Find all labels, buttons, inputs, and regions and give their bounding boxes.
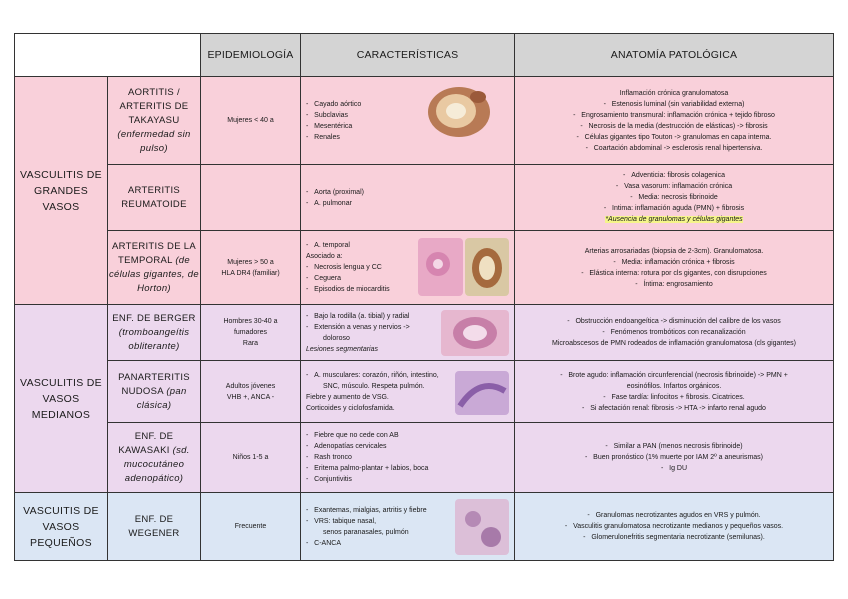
disease-wegener: ENF. DE WEGENER (108, 493, 201, 561)
row-reumatoide (15, 165, 834, 231)
caract-kawasaki: - Fiebre que no cede con AB - Adenopatías cervicales - Rash tronco - Eritema palmo-plantar + labios, boca - Conjuntivitis (301, 423, 515, 493)
caract-panarteritis: - A. musculares: corazón, riñón, intestino, SNC, músculo. Respeta pulmón. Fiebre y aumento de VSG. Corticoides y ciclofosfamida. (301, 361, 515, 423)
caract-berger: - Bajo la rodilla (a. tibial) y radial - Extensión a venas y nervios -> doloroso Lesiones segmentarias (301, 305, 515, 361)
epi-kawasaki: Niños 1-5 a (201, 423, 301, 493)
anat-reumatoide: - Adventicia: fibrosis colagenica - Vasa vasorum: inflamación crónica - Media: necrosis fibrinoide - Intima: inflamación aguda (PMN) + fibrosis *Ausencia de granulomas y células gigantes (515, 165, 834, 231)
group-grandes-vasos: VASCULITIS DE GRANDES VASOS (15, 77, 108, 305)
row-berger (15, 305, 834, 361)
header-blank (15, 34, 201, 77)
disease-takayasu: AORTITIS / ARTERITIS DE TAKAYASU (enfermedad sin pulso) (108, 77, 201, 165)
caract-reumatoide: - Aorta (proximal) - A. pulmonar (301, 165, 515, 231)
disease-kawasaki: ENF. DE KAWASAKI (sd. mucocutáneo adenopático) (108, 423, 201, 493)
anat-kawasaki: - Similar a PAN (menos necrosis fibrinoide) - Buen pronóstico (1% muerte por IAM 2º a aneurismas) - Ig DU (515, 423, 834, 493)
group-medianos-vasos: VASCULITIS DE VASOS MEDIANOS (15, 305, 108, 493)
histology-image (418, 238, 463, 296)
disease-temporal: ARTERITIS DE LA TEMPORAL (de células gigantes, de Horton) (108, 231, 201, 305)
histology-image (455, 499, 509, 555)
caract-takayasu: - Cayado aórtico - Subclavias - Mesentérica - Renales (301, 77, 515, 165)
row-temporal (15, 231, 834, 305)
disease-reumatoide: ARTERITIS REUMATOIDE (108, 165, 201, 231)
epi-temporal: Mujeres > 50 a HLA DR4 (familiar) (201, 231, 301, 305)
header-epidemiologia: EPIDEMIOLOGÍA (201, 34, 301, 77)
epi-wegener: Frecuente (201, 493, 301, 561)
disease-berger: ENF. DE BERGER (tromboangeítis obliterante) (108, 305, 201, 361)
caract-temporal: - A. temporal Asociado a: - Necrosis lengua y CC - Ceguera - Episodios de miocarditis (301, 231, 515, 305)
anat-wegener: - Granulomas necrotizantes agudos en VRS y pulmón. - Vasculitis granulomatosa necrotizante medianos y pequeños vasos. - Glomerulonefritis segmentaria necrotizante (semilunas). (515, 493, 834, 561)
row-takayasu (15, 77, 834, 165)
vasculitis-table (14, 33, 834, 561)
epi-berger: Hombres 30-40 a fumadores Rara (201, 305, 301, 361)
aorta-specimen-image (426, 85, 492, 139)
caract-wegener: - Exantemas, mialgias, artritis y fiebre - VRS: tabique nasal, senos paranasales, pulmón - C-ANCA (301, 493, 515, 561)
histology-image (455, 371, 509, 415)
artery-section-image (465, 238, 509, 296)
header-caracteristicas: CARACTERÍSTICAS (301, 34, 515, 77)
anat-takayasu: Inflamación crónica granulomatosa - Estenosis luminal (sin variabilidad externa) - Engrosamiento transmural: inflamación crónica + tejido fibroso - Necrosis de la media (destrucción de elásticas) -> fibrosis - Células gigantes tipo Touton -> granulomas en capa interna. - Coartación abdominal -> esclerosis renal hipertensiva. (515, 77, 834, 165)
epi-takayasu: Mujeres < 40 a (201, 77, 301, 165)
histology-image (441, 310, 509, 356)
disease-panarteritis: PANARTERITIS NUDOSA (pan clásica) (108, 361, 201, 423)
epi-panarteritis: Adultos jóvenes VHB +, ANCA - (201, 361, 301, 423)
header-anatomia: ANATOMÍA PATOLÓGICA (515, 34, 834, 77)
row-wegener (15, 493, 834, 561)
epi-reumatoide (201, 165, 301, 231)
group-pequenos-vasos: VASCUITIS DE VASOS PEQUEÑOS (15, 493, 108, 561)
highlight-note: *Ausencia de granulomas y células gigantes (605, 216, 743, 223)
anat-temporal: Arterias arrosariadas (biopsia de 2-3cm). Granulomatosa. - Media: inflamación crónica + fibrosis - Elástica interna: rotura por cls gigantes, con disrupciones - Íntima: engrosamiento (515, 231, 834, 305)
anat-panarteritis: - Brote agudo: inflamación circunferencial (necrosis fibrinoide) -> PMN + eosinófilos. Infartos orgánicos. - Fase tardía: linfocitos + fibrosis. Cicatrices. - Si afectación renal: fibrosis -> HTA -> infarto renal agudo (515, 361, 834, 423)
row-kawasaki (15, 423, 834, 493)
anat-berger: - Obstrucción endoangeítica -> disminución del calibre de los vasos - Fenómenos trombóticos con recanalización Microabscesos de PMN rodeados de inflamación granulomatosa (cls gigantes) (515, 305, 834, 361)
row-panarteritis (15, 361, 834, 423)
